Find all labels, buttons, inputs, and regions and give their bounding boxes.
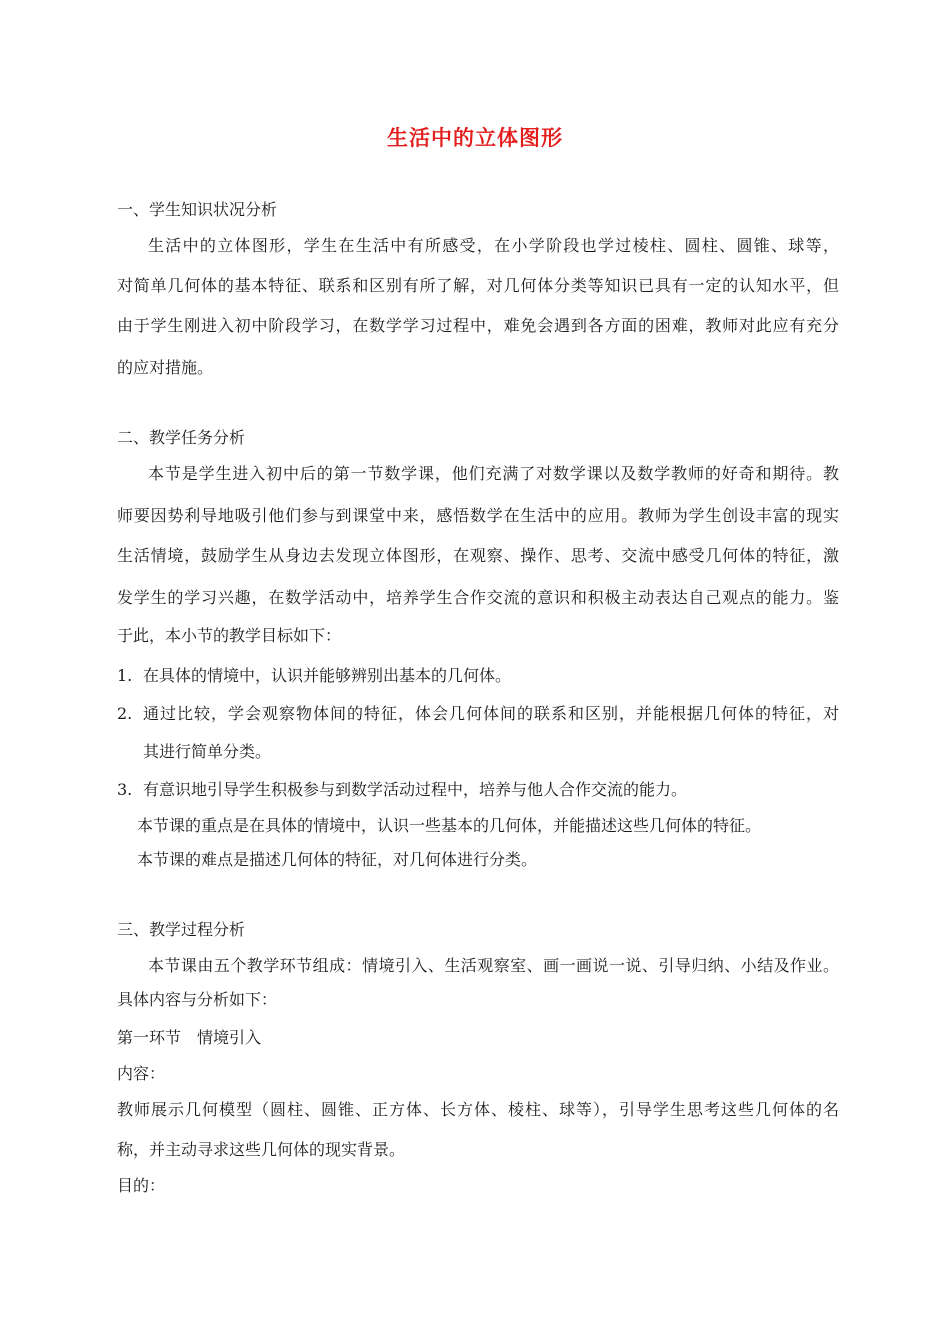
paragraph-line: 具体内容与分析如下： xyxy=(117,990,278,1009)
paragraph-line: 于此，本小节的教学目标如下： xyxy=(117,626,342,645)
goal-number: 2. xyxy=(117,704,133,723)
key-point-text: 本节课的重点是在具体的情境中，认识一些基本的几何体，并能描述这些几何体的特征。 xyxy=(137,816,762,835)
paragraph-line: 生活中的立体图形，学生在生活中有所感受，在小学阶段也学过棱柱、圆柱、圆锥、球等， xyxy=(148,236,839,255)
goal-text: 有意识地引导学生积极参与到数学活动过程中，培养与他人合作交流的能力。 xyxy=(143,780,688,799)
section-heading-1: 一、学生知识状况分析 xyxy=(117,200,278,219)
goal-text: 在具体的情境中，认识并能够辨别出基本的几何体。 xyxy=(143,666,512,685)
purpose-label: 目的： xyxy=(117,1176,166,1195)
section-heading-3: 三、教学过程分析 xyxy=(117,920,246,939)
step-heading: 第一环节 情境引入 xyxy=(117,1028,262,1047)
paragraph-line: 本节是学生进入初中后的第一节数学课，他们充满了对数学课以及数学教师的好奇和期待。教 xyxy=(148,464,839,483)
paragraph-line: 教师展示几何模型（圆柱、圆锥、正方体、长方体、棱柱、球等），引导学生思考这些几何体的名 xyxy=(117,1100,839,1119)
difficulty-text: 本节课的难点是描述几何体的特征，对几何体进行分类。 xyxy=(137,850,538,869)
goal-number: 1. xyxy=(117,666,133,685)
goal-text: 其进行简单分类。 xyxy=(143,742,272,761)
paragraph-line: 的应对措施。 xyxy=(117,358,214,377)
paragraph-line: 本节课由五个教学环节组成：情境引入、生活观察室、画一画说一说、引导归纳、小结及作业。 xyxy=(148,956,839,975)
document-title: 生活中的立体图形 xyxy=(387,126,563,150)
paragraph-line: 称，并主动寻求这些几何体的现实背景。 xyxy=(117,1140,406,1159)
section-heading-2: 二、教学任务分析 xyxy=(117,428,246,447)
paragraph-line: 由于学生刚进入初中阶段学习，在数学学习过程中，难免会遇到各方面的困难，教师对此应有充分 xyxy=(117,316,839,335)
paragraph-line: 对简单几何体的基本特征、联系和区别有所了解，对几何体分类等知识已具有一定的认知水平，但 xyxy=(117,276,839,295)
paragraph-line: 师要因势利导地吸引他们参与到课堂中来，感悟数学在生活中的应用。教师为学生创设丰富的现实 xyxy=(117,506,839,525)
goal-text: 通过比较，学会观察物体间的特征，体会几何体间的联系和区别，并能根据几何体的特征，对 xyxy=(143,704,839,723)
content-label: 内容： xyxy=(117,1064,166,1083)
goal-number: 3. xyxy=(117,780,133,799)
paragraph-line: 生活情境，鼓励学生从身边去发现立体图形，在观察、操作、思考、交流中感受几何体的特征，激 xyxy=(117,546,839,565)
paragraph-line: 发学生的学习兴趣，在数学活动中，培养学生合作交流的意识和积极主动表达自己观点的能力。鉴 xyxy=(117,588,839,607)
